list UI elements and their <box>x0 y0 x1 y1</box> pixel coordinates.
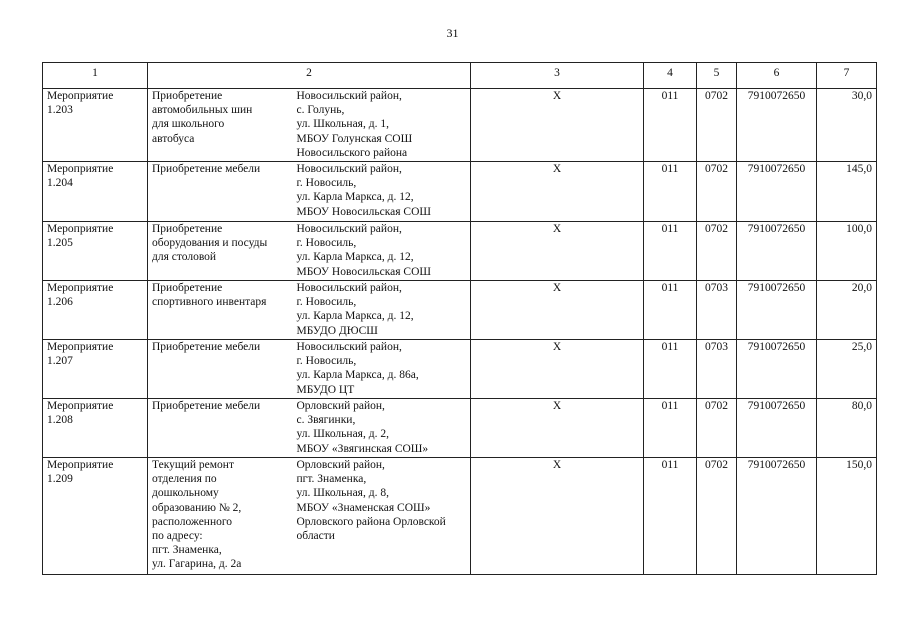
activity-name-cell-line: по адресу: <box>152 530 203 543</box>
activity-location-cell <box>293 222 471 281</box>
activity-id-cell <box>43 222 148 281</box>
col4-cell: 011 <box>644 340 697 399</box>
activity-location-cell-line: г. Новосиль, <box>296 355 357 368</box>
activity-name-cell-line: для школьного <box>152 118 225 131</box>
header-col-1: 1 <box>43 63 148 89</box>
activities-table <box>42 62 877 575</box>
activity-location-cell-line: МБОУ «Звягинская СОШ» <box>296 442 429 455</box>
activity-location-cell-line: пгт. Знаменка, <box>296 473 367 486</box>
activity-location-cell-line: МБУДО ЦТ <box>296 383 355 396</box>
activity-location-cell-line: МБОУ Новосильская СОШ <box>296 265 431 278</box>
amount-cell: 30,0 <box>817 89 877 162</box>
activity-location-cell-line: МБУДО ДЮСШ <box>296 324 378 337</box>
activity-name-cell-line: оборудования и посуды <box>152 237 268 250</box>
activity-id-cell-line: Мероприятие <box>47 90 114 102</box>
activity-name-cell-line: автомобильных шин <box>152 104 253 117</box>
activity-location-cell-line: ул. Школьная, д. 1, <box>296 118 389 131</box>
col4-cell: 011 <box>644 458 697 575</box>
col6-cell: 7910072650 <box>737 281 817 340</box>
activity-location-cell-line: МБОУ «Знаменская СОШ» <box>296 501 431 514</box>
amount-cell: 145,0 <box>817 162 877 222</box>
col5-cell: 0703 <box>697 340 737 399</box>
header-col-4: 4 <box>644 63 697 89</box>
col3-cell: Х <box>471 399 644 458</box>
header-col-3: 3 <box>471 63 644 89</box>
activity-name-cell-line: Приобретение <box>152 282 223 294</box>
activity-id-cell-line: Мероприятие <box>47 459 114 471</box>
col4-cell: 011 <box>644 399 697 458</box>
activity-location-cell-line: Новосильский район, <box>296 90 402 102</box>
page-number: 31 <box>446 26 459 40</box>
col4-cell: 011 <box>644 162 697 222</box>
activity-location-cell <box>293 458 471 575</box>
activity-location-cell-line: Новосильский район, <box>296 341 402 353</box>
activity-name-cell-line: отделения по <box>152 473 217 486</box>
col5-cell: 0702 <box>697 89 737 162</box>
header-col-6: 6 <box>737 63 817 89</box>
activity-name-cell-line: для столовой <box>152 251 217 264</box>
col3-cell: Х <box>471 281 644 340</box>
col3-cell: Х <box>471 89 644 162</box>
activity-location-cell-line: г. Новосиль, <box>296 296 357 309</box>
activity-location-cell-line: с. Голунь, <box>296 104 345 117</box>
table-row <box>43 162 877 222</box>
col5-cell: 0702 <box>697 458 737 575</box>
activity-name-cell-line: образованию № 2, <box>152 501 242 514</box>
activity-location-cell-line: ул. Карла Маркса, д. 86а, <box>296 369 419 382</box>
activity-location-cell-line: Новосильский район, <box>296 282 402 294</box>
activity-location-cell-line: Новосильский район, <box>296 223 402 235</box>
activity-location-cell-line: г. Новосиль, <box>296 237 357 250</box>
activity-id-cell-line: 1.208 <box>47 414 73 427</box>
activity-location-cell-line: Новосильского района <box>296 146 408 159</box>
activity-id-cell-line: 1.209 <box>47 473 73 486</box>
col3-cell: Х <box>471 340 644 399</box>
activity-name-cell-line: Приобретение мебели <box>152 341 261 353</box>
activity-location-cell-line: г. Новосиль, <box>296 177 357 190</box>
amount-cell: 80,0 <box>817 399 877 458</box>
activity-location-cell-line: ул. Школьная, д. 8, <box>296 487 389 500</box>
activity-id-cell-line: Мероприятие <box>47 223 114 235</box>
activity-name-cell-line: спортивного инвентаря <box>152 296 267 309</box>
activity-id-cell <box>43 89 148 162</box>
activity-id-cell <box>43 340 148 399</box>
activity-name-cell-line: ул. Гагарина, д. 2а <box>152 558 242 571</box>
col5-cell: 0703 <box>697 281 737 340</box>
col5-cell: 0702 <box>697 222 737 281</box>
activity-id-cell-line: Мероприятие <box>47 341 114 353</box>
activity-location-cell-line: Новосильский район, <box>296 163 402 175</box>
activity-id-cell-line: 1.204 <box>47 177 73 190</box>
col6-cell: 7910072650 <box>737 340 817 399</box>
activity-name-cell-line: Текущий ремонт <box>152 459 234 471</box>
col6-cell: 7910072650 <box>737 399 817 458</box>
table-row <box>43 399 877 458</box>
activity-id-cell <box>43 281 148 340</box>
amount-cell: 20,0 <box>817 281 877 340</box>
col5-cell: 0702 <box>697 162 737 222</box>
col4-cell: 011 <box>644 222 697 281</box>
activity-name-cell <box>148 281 293 340</box>
activity-name-cell-line: расположенного <box>152 515 233 528</box>
activity-name-cell <box>148 222 293 281</box>
activity-name-cell-line: дошкольному <box>152 487 219 500</box>
activity-location-cell <box>293 89 471 162</box>
activity-location-cell-line: ул. Школьная, д. 2, <box>296 428 389 441</box>
activity-id-cell-line: 1.203 <box>47 104 73 117</box>
activity-location-cell-line: МБОУ Новосильская СОШ <box>296 205 431 218</box>
col3-cell: Х <box>471 222 644 281</box>
activity-id-cell-line: Мероприятие <box>47 400 114 412</box>
activity-name-cell <box>148 458 293 575</box>
activity-location-cell-line: ул. Карла Маркса, д. 12, <box>296 310 414 323</box>
table-row <box>43 222 877 281</box>
activity-name-cell-line: Приобретение мебели <box>152 163 261 175</box>
table-row <box>43 281 877 340</box>
activity-id-cell-line: 1.205 <box>47 237 73 250</box>
activity-name-cell-line: Приобретение <box>152 223 223 235</box>
header-col-5: 5 <box>697 63 737 89</box>
activity-name-cell-line: Приобретение мебели <box>152 400 261 412</box>
amount-cell: 100,0 <box>817 222 877 281</box>
col5-cell: 0702 <box>697 399 737 458</box>
activity-location-cell <box>293 340 471 399</box>
activity-location-cell-line: области <box>296 530 335 543</box>
table-row <box>43 89 877 162</box>
col6-cell: 7910072650 <box>737 458 817 575</box>
activity-location-cell-line: МБОУ Голунская СОШ <box>296 132 413 145</box>
col6-cell: 7910072650 <box>737 162 817 222</box>
activity-location-cell-line: с. Звягинки, <box>296 414 356 427</box>
col3-cell: Х <box>471 458 644 575</box>
activity-id-cell-line: Мероприятие <box>47 163 114 175</box>
header-row <box>43 63 877 89</box>
activity-name-cell-line: пгт. Знаменка, <box>152 544 222 557</box>
activity-name-cell-line: автобуса <box>152 132 195 145</box>
activity-id-cell-line: Мероприятие <box>47 282 114 294</box>
col4-cell: 011 <box>644 89 697 162</box>
activity-location-cell <box>293 399 471 458</box>
activity-location-cell-line: Орловский район, <box>296 459 385 471</box>
activity-name-cell-line: Приобретение <box>152 90 223 102</box>
header-col-7: 7 <box>817 63 877 89</box>
activity-location-cell <box>293 162 471 222</box>
activity-id-cell <box>43 399 148 458</box>
activity-location-cell-line: Орловского района Орловской <box>296 515 446 528</box>
col6-cell: 7910072650 <box>737 222 817 281</box>
header-col-2: 2 <box>148 63 471 89</box>
activity-location-cell <box>293 281 471 340</box>
activity-name-cell <box>148 162 293 222</box>
activity-location-cell-line: ул. Карла Маркса, д. 12, <box>296 191 414 204</box>
activity-location-cell-line: ул. Карла Маркса, д. 12, <box>296 251 414 264</box>
activity-id-cell <box>43 162 148 222</box>
amount-cell: 25,0 <box>817 340 877 399</box>
activity-name-cell <box>148 399 293 458</box>
activity-id-cell-line: 1.207 <box>47 355 73 368</box>
table-row <box>43 458 877 575</box>
col4-cell: 011 <box>644 281 697 340</box>
activity-id-cell <box>43 458 148 575</box>
activity-id-cell-line: 1.206 <box>47 296 73 309</box>
activity-name-cell <box>148 89 293 162</box>
activity-location-cell-line: Орловский район, <box>296 400 385 412</box>
table-row <box>43 340 877 399</box>
col3-cell: Х <box>471 162 644 222</box>
amount-cell: 150,0 <box>817 458 877 575</box>
col6-cell: 7910072650 <box>737 89 817 162</box>
activity-name-cell <box>148 340 293 399</box>
